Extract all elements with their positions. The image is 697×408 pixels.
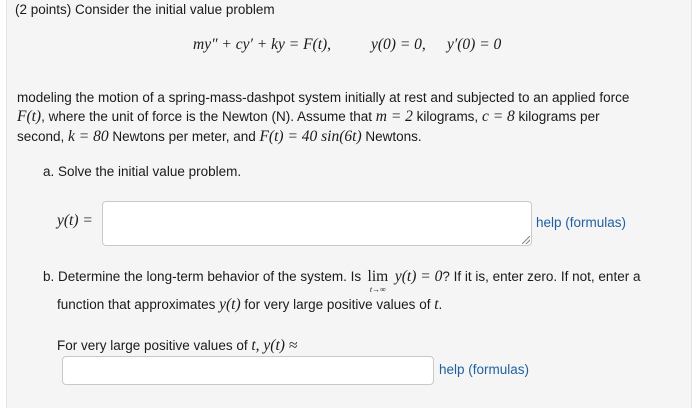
description-line-1: modeling the motion of a spring-mass-dashpot system initially at rest and subjected to an applied force (17, 90, 630, 105)
forcing-function: F(t) = 40 sin(6t) (259, 128, 362, 145)
problem-panel (6, 0, 692, 408)
part-b-text: function that approximates (57, 297, 220, 312)
part-a-answer-label: y(t) = (57, 212, 93, 229)
part-b-text: ? If it is, enter zero. If not, enter a (442, 269, 641, 284)
description-text: kilograms per (514, 109, 600, 124)
part-b-answer-label (57, 337, 297, 355)
description-text: , where the unit of force is the Newton (N). Assume that (41, 109, 376, 124)
damping-value: c = 8 (481, 108, 515, 125)
limit-symbol: lim (367, 268, 389, 285)
part-a-answer-input[interactable] (102, 201, 532, 246)
limit-subscript: t→∞ (369, 285, 386, 294)
problem-header: (2 points) Consider the initial value problem (15, 2, 275, 17)
limit-operator (365, 268, 391, 294)
part-b-answer-input[interactable] (62, 356, 434, 385)
initial-condition-2: y′(0) = 0 (447, 36, 502, 53)
y-of-t: y(t) (219, 296, 241, 313)
part-a-prompt: a. Solve the initial value problem. (43, 164, 242, 179)
spring-constant-value: k = 80 (68, 128, 109, 145)
ode-equation: my″ + cy′ + ky = F(t), (193, 36, 332, 53)
part-b-prompt-line-2 (57, 296, 442, 314)
part-b-text: . (438, 297, 443, 312)
description-text: Newtons per meter, and (108, 129, 260, 144)
part-b-prompt-line-1 (43, 268, 641, 294)
description-text: kilograms, (412, 109, 482, 124)
limit-expression: y(t) = 0 (394, 268, 443, 285)
part-b-text: for very large positive values of (240, 297, 435, 312)
force-symbol: F(t) (17, 108, 42, 125)
initial-condition-1: y(0) = 0, (371, 36, 426, 53)
mass-value: m = 2 (375, 108, 413, 125)
description-line-2 (17, 108, 600, 126)
part-b-answer-label-text: For very large positive values of (57, 338, 252, 353)
part-a-help-link[interactable]: help (formulas) (536, 215, 627, 230)
part-b-help-link[interactable]: help (formulas) (439, 362, 530, 377)
description-text: Newtons. (361, 129, 422, 144)
t-variable: t (434, 296, 439, 313)
resize-grip-icon[interactable] (522, 236, 530, 244)
description-text: second, (17, 129, 69, 144)
description-line-3 (17, 128, 422, 146)
part-b-answer-label-math: t, y(t) ≈ (251, 337, 298, 354)
part-b-text: b. Determine the long-term behavior of the system. Is (43, 269, 365, 284)
